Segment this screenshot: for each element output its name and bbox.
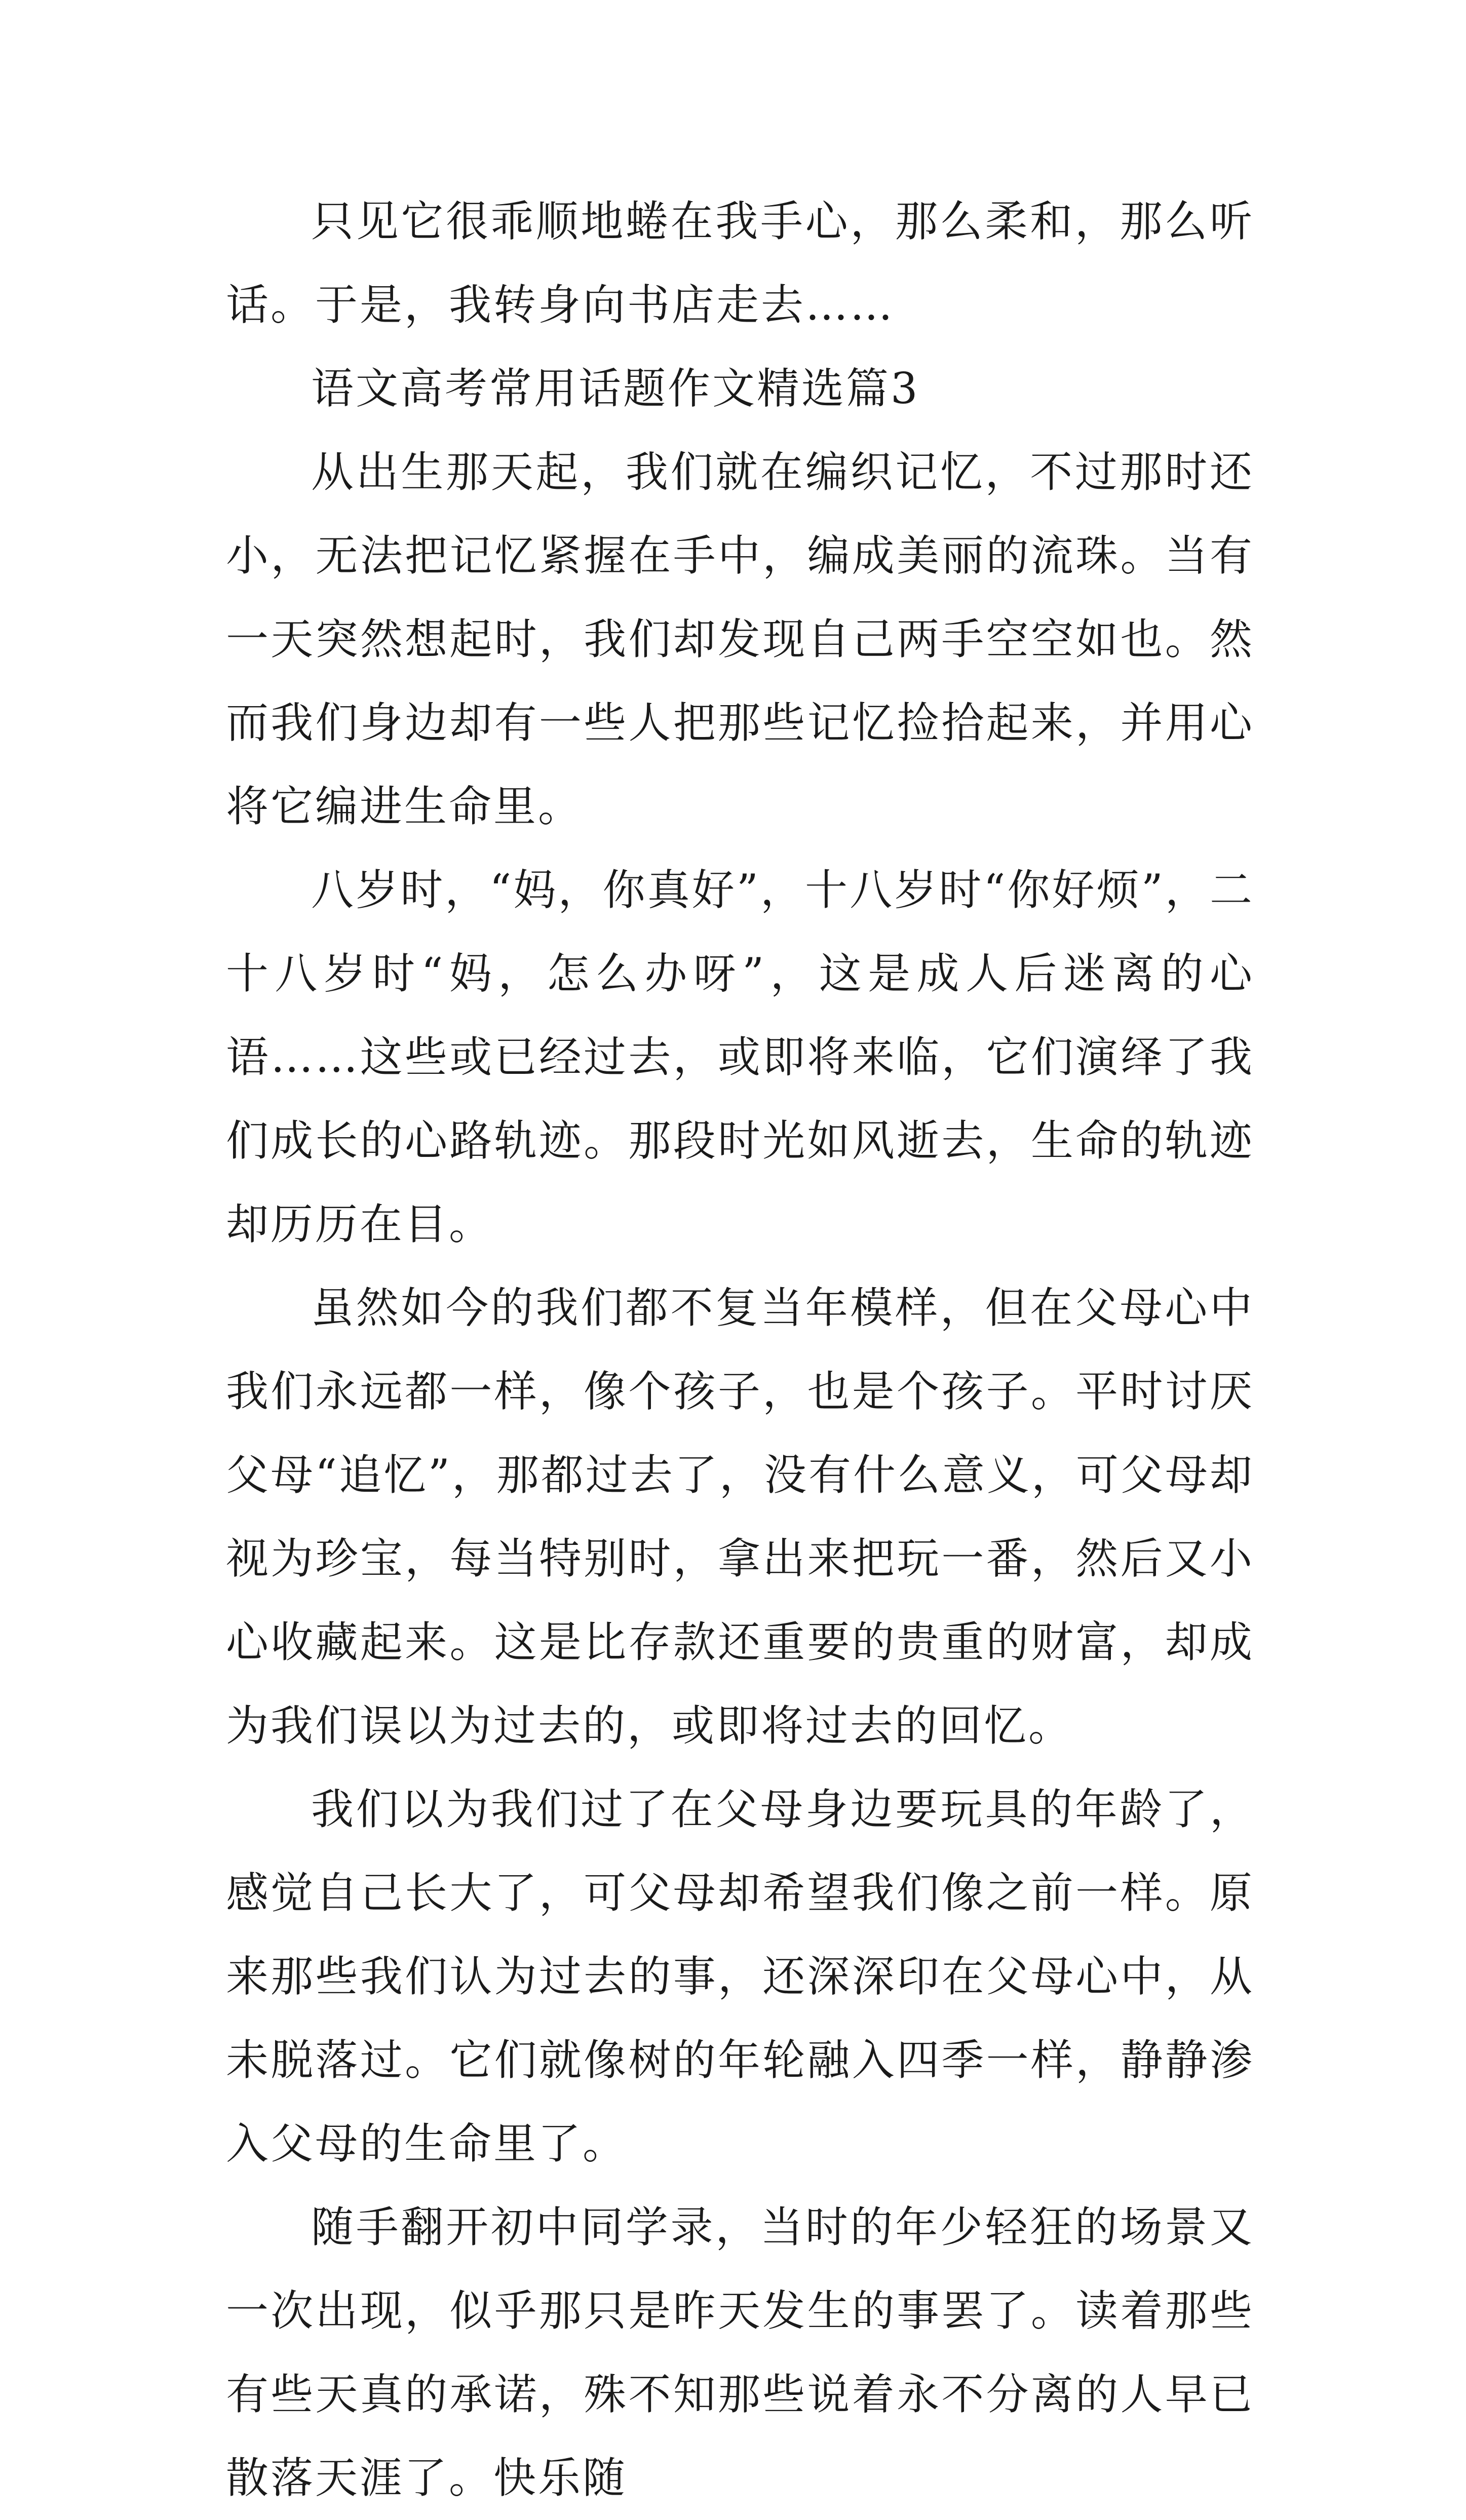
paragraph: 随手翻开初中同学录，当时的年少轻狂的场景又一次出现，似乎那只是昨天发生的事罢了。读着那些有些天真的承诺，殊不知那些说着永不分离的人早已散落天涯了。快乐随 — [226, 2202, 1254, 2503]
paragraph: 虽然如今的我们都不复当年模样，但在父母心中我们永远都一样，像个孩子，也是个孩子。平时讨厌父母“追忆”，那都过去了，没有什么意义，可父母却视为珍宝，每当特别时，拿出来把玩一番，然后又小心收藏起来。这是比存款还重要的贵重的财富，却成为我们误以为过去的，或即将过去的回忆。 — [226, 1283, 1254, 1751]
section-heading: 语文高考常用话题作文精选篇3 — [311, 364, 920, 413]
document-body — [226, 180, 1254, 2520]
paragraph: 我们以为我们过了在父母身边要玩具的年龄了，感觉自己长大了，可父母却希望我们像之前一样。原来那些我们认为过去的事，还深深印在父母心中，从未脱落过。它们就像树的年轮融入四季一样，静静渗入父母的生命里了。 — [226, 1785, 1254, 2168]
paragraph: 八岁时，“妈，你真好”，十八岁时“你好烦”，二十八岁时“妈，怎么办呀”，这是成人后迷离的心语……这些或已经过去，或即将来临，它们演绎了我们成长的心路轨迹。那段时光如风逝去，生命的轨迹却历历在目。 — [226, 865, 1254, 1249]
paragraph-continuation: 只见它很乖顺地蜷在我手心，那么柔和，那么听话。于是，我转身向书店走去…… — [226, 197, 1254, 330]
paragraph: 从出生那天起，我们就在编织记忆，不过那时还小，无法把记忆紧握在手中，编成美丽的流珠。当有一天突然想起时，我们却发现自己两手空空如也。然而我们身边却有一些人把那些记忆捡拾起来，并用心将它编进生命里。 — [226, 447, 1254, 831]
